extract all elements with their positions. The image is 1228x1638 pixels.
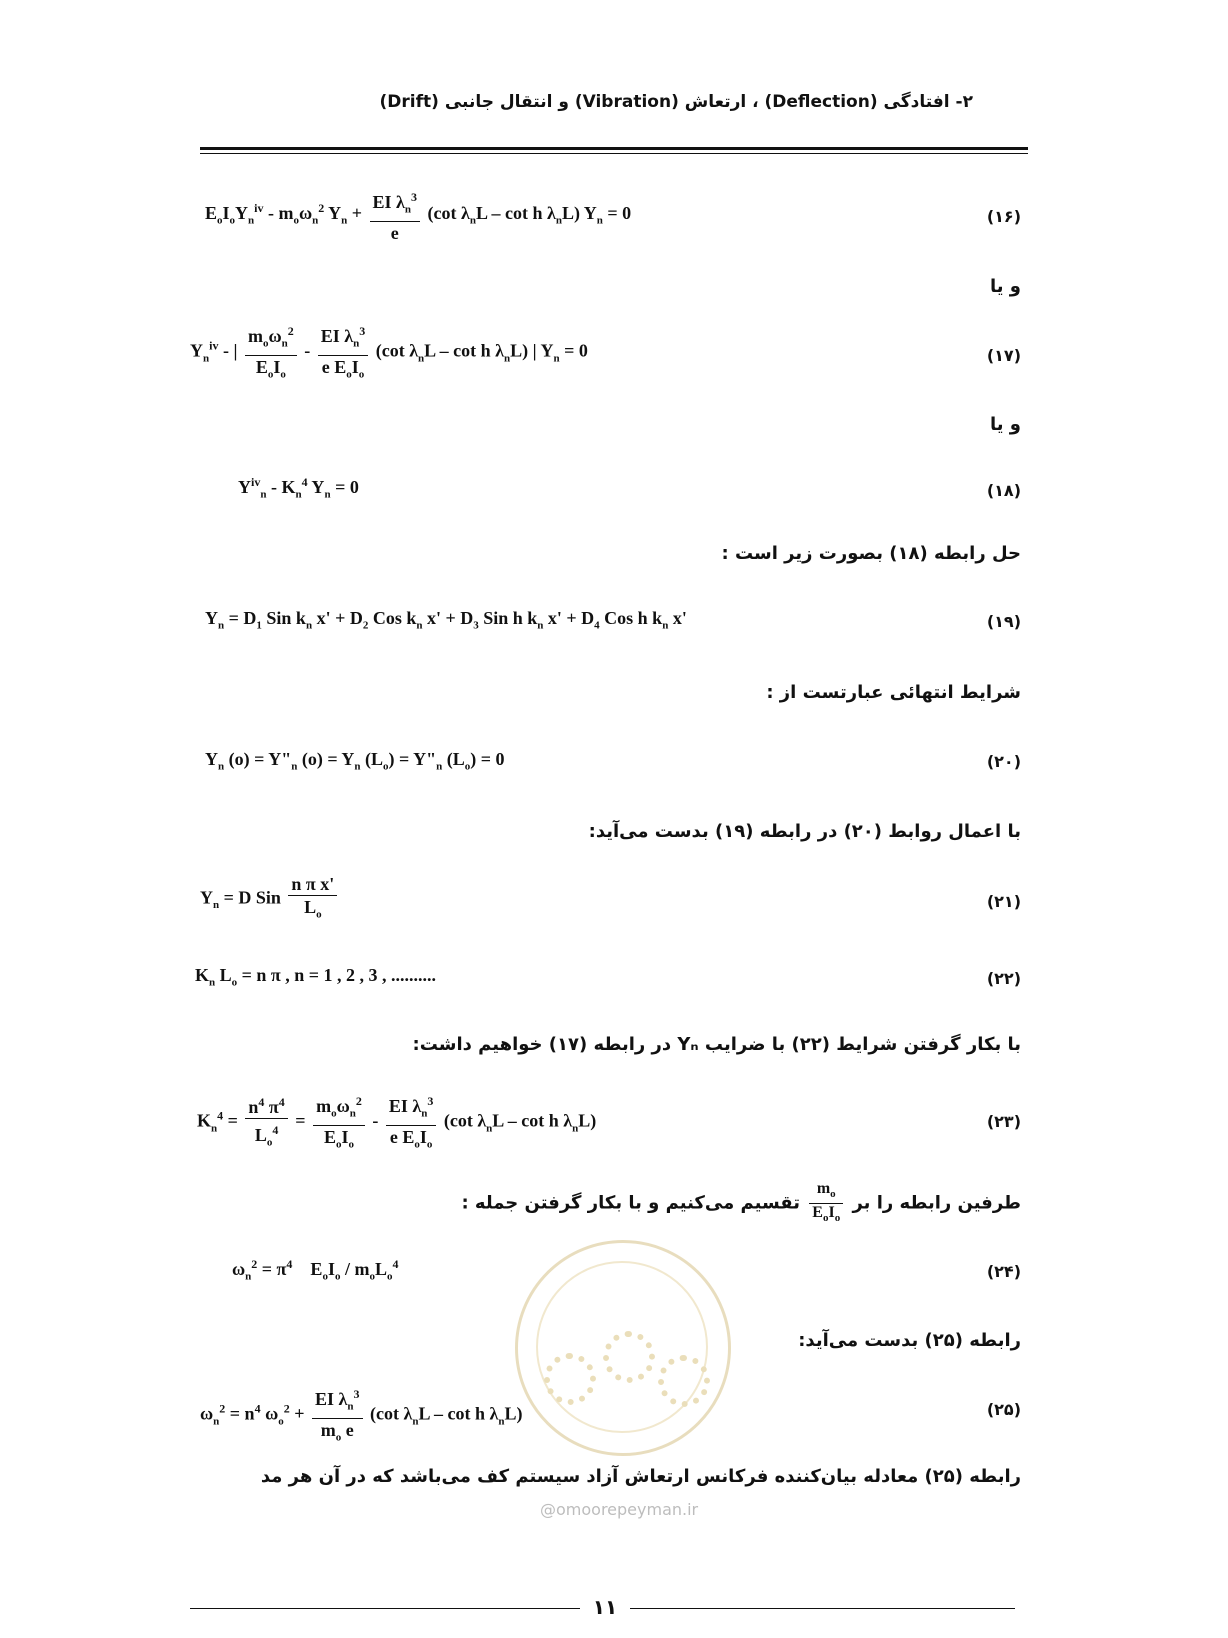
equation-25: $\omega_n^2 = n^4$ $\omega_o^2$ + $\frac{EI \lambda_n^3}{m_o e}$ (cot $\lambda_nL$ – cot h $\lambda_nL$) (200, 1383, 522, 1448)
paragraph-18: حل رابطه (۱۸) بصورت زیر است : (721, 543, 1021, 564)
paragraph-24 (461, 1180, 1021, 1227)
equation-18: $Y^{iv}_n - K_n^4$ $Y_n = 0$ (238, 475, 359, 501)
paragraph-24-end: تقسیم می‌کنیم و با بکار گرفتن جمله : (461, 1192, 801, 1214)
paragraph-26: رابطه (۲۵) معادله بیان‌کننده فرکانس ارتعاش آزاد سیستم کف می‌باشد که در آن هر مد (260, 1466, 1021, 1487)
equation-number-22: (۲۲) (986, 969, 1021, 988)
paragraph-23: با بکار گرفتن شرایط (۲۲) با ضرایب Yₙ در رابطه (۱۷) خواهیم داشت: (412, 1034, 1021, 1055)
paragraph-24-start: طرفین رابطه را بر (852, 1192, 1021, 1214)
equation-number-23: (۲۳) (986, 1112, 1021, 1131)
header-rule (200, 147, 1028, 150)
equation-16: $E_oI_oY_n^{iv} - m_o\omega_n^2$ $Y_n$ + $\frac{EI \lambda_n^3}{e}$ (cot $\lambda_nL$ – cot h $\lambda_nL$) $Y_n = 0$ (205, 186, 631, 244)
page-number: ۱۱ (592, 1595, 618, 1619)
equation-19: $Y_n = D_1$ Sin $k_n$ $x' + D_2$ Cos $k_n$ $x' + D_3$ Sin h $k_n$ $x' + D_4$ Cos h $k_n$ x' (205, 608, 687, 632)
equation-number-16: (۱۶) (986, 207, 1021, 226)
text-va-ya-2: و یا (990, 414, 1021, 435)
page-header: ۲- افتادگی (Deflection) ، ارتعاش (Vibration) و انتقال جانبی (Drift) (379, 92, 973, 112)
watermark-text: @omoorepeyman.ir (540, 1500, 699, 1519)
inline-fraction-mo-EoIo: $\frac{m_o}{E_oI_o}$ (809, 1180, 843, 1227)
footer-rule-right (630, 1608, 1015, 1609)
paragraph-21: با اعمال روابط (۲۰) در رابطه (۱۹) بدست می‌آید: (588, 821, 1021, 842)
equation-number-24: (۲۴) (986, 1262, 1021, 1281)
equation-20: $Y_n$ $(o) = Y"_n$ $(o) = Y_n$ $(L_o)$ = $Y"_n$ $(L_o) = 0$ (205, 749, 505, 773)
equation-number-20: (۲۰) (986, 752, 1021, 771)
equation-number-17: (۱۷) (986, 346, 1021, 365)
equation-17: $Y_n^{iv}$ - | $\frac{m_o\omega_n^2}{E_oI_o}$ - $\frac{EI \lambda_n^3}{e E_oI_o}$ (cot $\lambda_nL$ – cot h $\lambda_nL$) | $Y_n = 0$ (190, 320, 588, 385)
equation-number-21: (۲۱) (986, 892, 1021, 911)
footer-rule-left (190, 1608, 580, 1609)
equation-number-25: (۲۵) (986, 1400, 1021, 1419)
equation-23: $K_n^4$ = $\frac{n^4 \pi^4}{L_o^4}$ = $\frac{m_o\omega_n^2}{E_oI_o}$ - $\frac{EI \lambda_n^3}{e E_oI_o}$ (cot $\lambda_nL$ – cot h $\lambda_nL$) (197, 1090, 596, 1155)
equation-24: $\omega_n^2 = \pi^4$ $E_oI_o / m_oL_o^4$ (232, 1257, 399, 1283)
paragraph-20: شرایط انتهائی عبارتست از : (766, 682, 1021, 703)
equation-number-19: (۱۹) (986, 612, 1021, 631)
text-va-ya-1: و یا (990, 276, 1021, 297)
equation-22: $K_n$ $L_o = n$ π , n = 1 , 2 , 3 , .......... (195, 965, 437, 989)
equation-number-18: (۱۸) (986, 481, 1021, 500)
header-rule-thin (200, 153, 1028, 154)
logo-stamp (515, 1240, 731, 1456)
equation-21: $Y_n = D$ Sin $\frac{\text{n π x'}}{L_o}$ (200, 873, 340, 926)
paragraph-25: رابطه (۲۵) بدست می‌آید: (798, 1330, 1021, 1351)
